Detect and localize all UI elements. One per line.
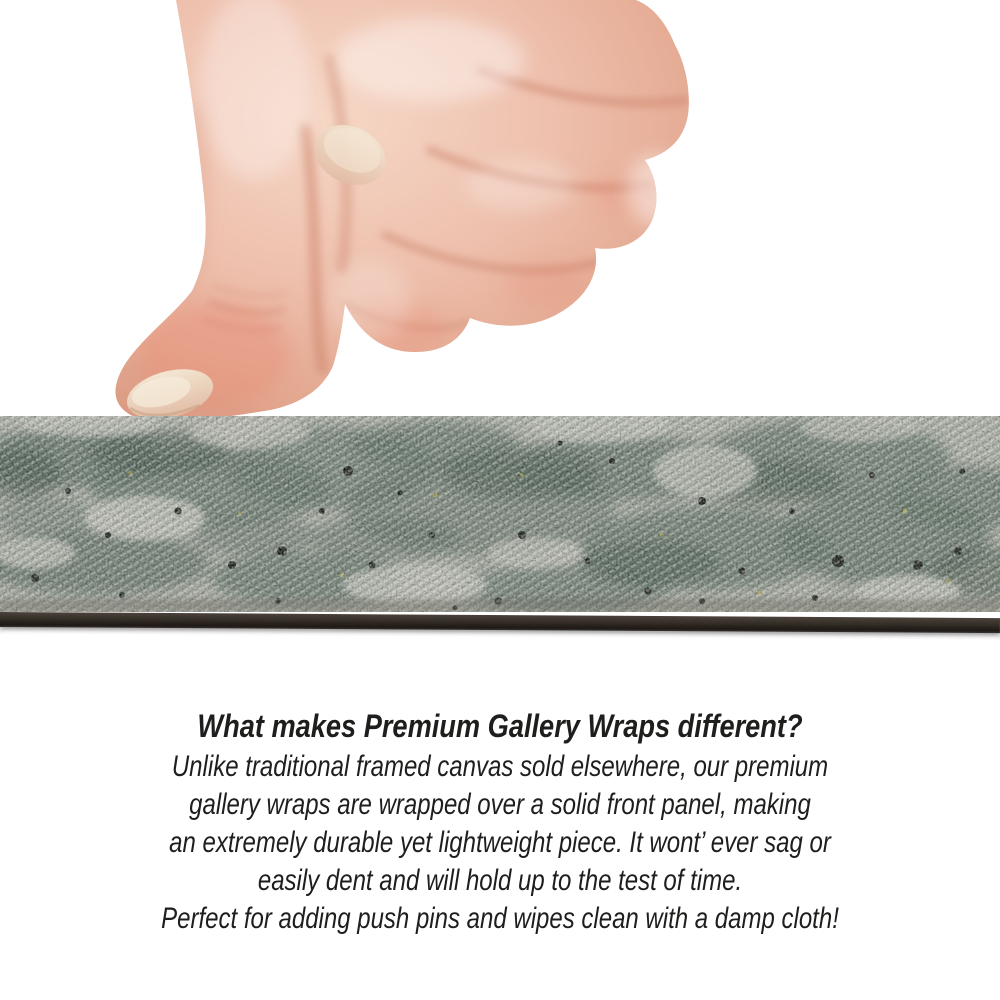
hand-pressing-thumb-photo [0,0,1000,440]
canvas-edge-strip [0,413,1000,645]
caption-line-2: gallery wraps are wrapped over a solid front panel, making [189,788,811,821]
caption-line-5: Perfect for adding push pins and wipes clean with a damp cloth! [161,902,839,935]
caption-line-1: Unlike traditional framed canvas sold elsewhere, our premium [171,750,829,783]
caption-heading: What makes Premium Gallery Wraps different? [197,708,803,744]
caption-line-3: an extremely durable yet lightweight piece. It wont’ ever sag or [169,826,831,859]
panel-edge [0,612,1000,645]
canvas-face-shadow [0,599,1000,612]
canvas-weave-texture [0,416,1000,612]
caption [0,690,1000,938]
caption-line-4: easily dent and will hold up to the test of time. [257,864,743,897]
